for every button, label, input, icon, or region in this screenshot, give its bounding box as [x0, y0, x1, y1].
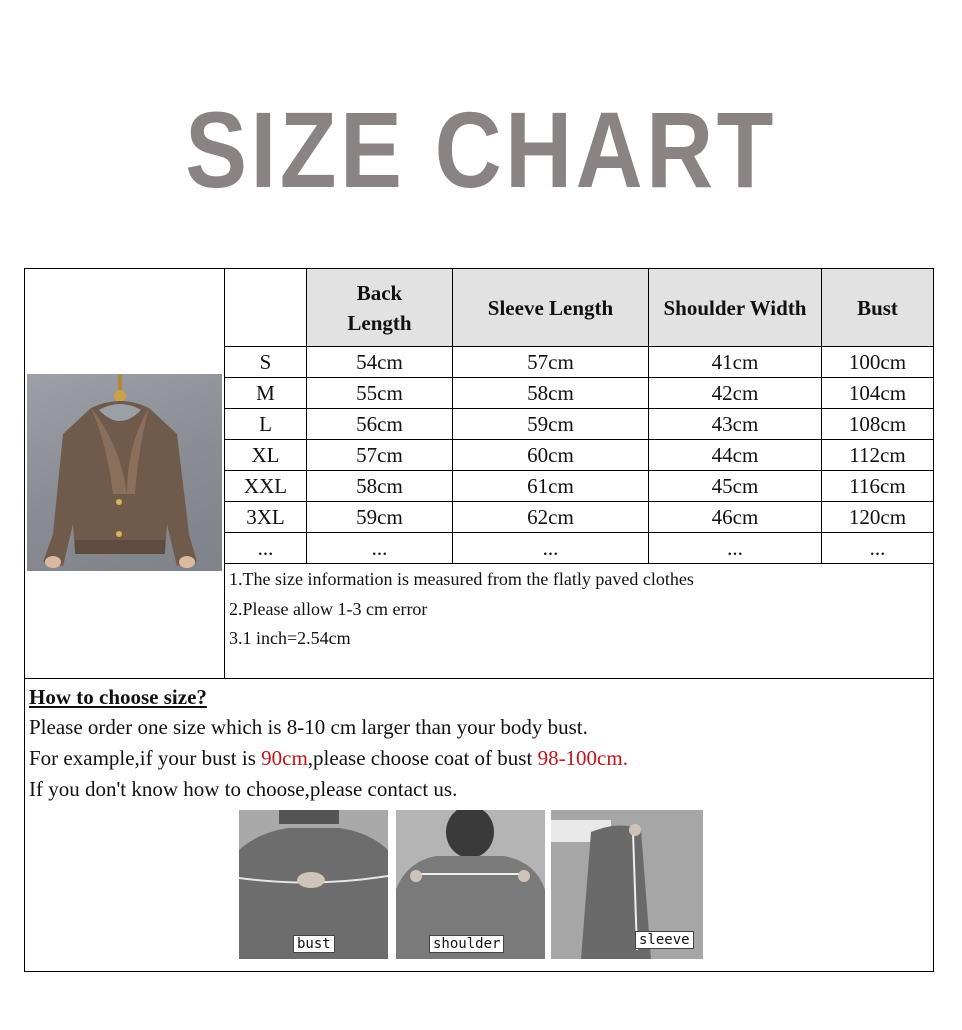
- bust-measure-photo: [239, 810, 388, 959]
- back-length-cell: 57cm: [356, 443, 403, 467]
- how-line-1: Please order one size which is 8-10 cm larger than your body bust.: [29, 715, 588, 739]
- sleeve-length-cell: 57cm: [527, 350, 574, 374]
- bust-label: bust: [293, 935, 335, 953]
- sleeve-length-cell: 62cm: [527, 505, 574, 529]
- page-title: SIZE CHART: [185, 89, 777, 210]
- how-line-3: If you don't know how to choose,please contact us.: [29, 777, 458, 801]
- size-cell: 3XL: [246, 505, 285, 529]
- how-line-2-text: ,please choose coat of bust: [307, 746, 538, 770]
- shoulder-width-cell: 44cm: [711, 443, 759, 467]
- how-to-choose-title: How to choose size?: [29, 685, 207, 709]
- bust-cell: 104cm: [848, 381, 907, 405]
- back-length-cell: 54cm: [356, 350, 403, 374]
- header-label: Back Length: [347, 280, 412, 335]
- shoulder-width-cell: 41cm: [711, 350, 759, 374]
- example-bust-value: 90cm: [261, 746, 308, 770]
- note-2: 2.Please allow 1-3 cm error: [229, 599, 428, 619]
- header-bust: Bust: [822, 269, 933, 346]
- product-photo: [27, 374, 222, 571]
- bust-cell: ...: [869, 536, 886, 560]
- bust-cell: 100cm: [848, 350, 907, 374]
- size-cell: XXL: [243, 474, 288, 498]
- back-length-cell: 56cm: [356, 412, 403, 436]
- how-line-2-text: For example,if your bust is: [29, 746, 262, 770]
- note-1: 1.The size information is measured from the flatly paved clothes: [229, 569, 694, 589]
- fur-coat-illustration: [27, 374, 222, 571]
- header-back-length: [307, 269, 453, 346]
- header-shoulder-width: Shoulder Width: [649, 269, 822, 346]
- sleeve-measure-photo: [551, 810, 703, 959]
- back-length-cell: 58cm: [356, 474, 403, 498]
- shoulder-width-cell: 46cm: [711, 505, 759, 529]
- how-line-2: [29, 744, 628, 772]
- shoulder-width-cell: ...: [727, 536, 743, 560]
- sleeve-length-cell: 60cm: [527, 443, 574, 467]
- sleeve-length-cell: 59cm: [527, 412, 574, 436]
- size-cell: ...: [257, 536, 274, 560]
- size-cell: XL: [251, 443, 280, 467]
- recommended-bust-value: 98-100cm.: [537, 746, 628, 770]
- bust-cell: 108cm: [848, 412, 907, 436]
- sleeve-length-cell: 61cm: [527, 474, 574, 498]
- size-cell: M: [256, 381, 275, 405]
- shoulder-width-cell: 45cm: [711, 474, 759, 498]
- grid-line: [24, 678, 934, 679]
- grid-line: [224, 563, 934, 564]
- back-length-cell: ...: [371, 536, 388, 560]
- back-length-cell: 55cm: [356, 381, 403, 405]
- bust-cell: 112cm: [849, 443, 906, 467]
- sleeve-label: sleeve: [635, 931, 694, 949]
- note-3: 3.1 inch=2.54cm: [229, 628, 351, 648]
- sleeve-length-cell: ...: [542, 536, 559, 560]
- shoulder-width-cell: 42cm: [711, 381, 759, 405]
- back-length-cell: 59cm: [356, 505, 403, 529]
- size-cell: S: [259, 350, 272, 374]
- shoulder-width-cell: 43cm: [711, 412, 759, 436]
- bust-cell: 120cm: [848, 505, 907, 529]
- shoulder-measure-photo: [396, 810, 545, 959]
- sleeve-length-cell: 58cm: [527, 381, 574, 405]
- bust-cell: 116cm: [849, 474, 906, 498]
- header-sleeve-length: Sleeve Length: [453, 269, 649, 346]
- size-cell: L: [259, 412, 272, 436]
- shoulder-label: shoulder: [429, 935, 504, 953]
